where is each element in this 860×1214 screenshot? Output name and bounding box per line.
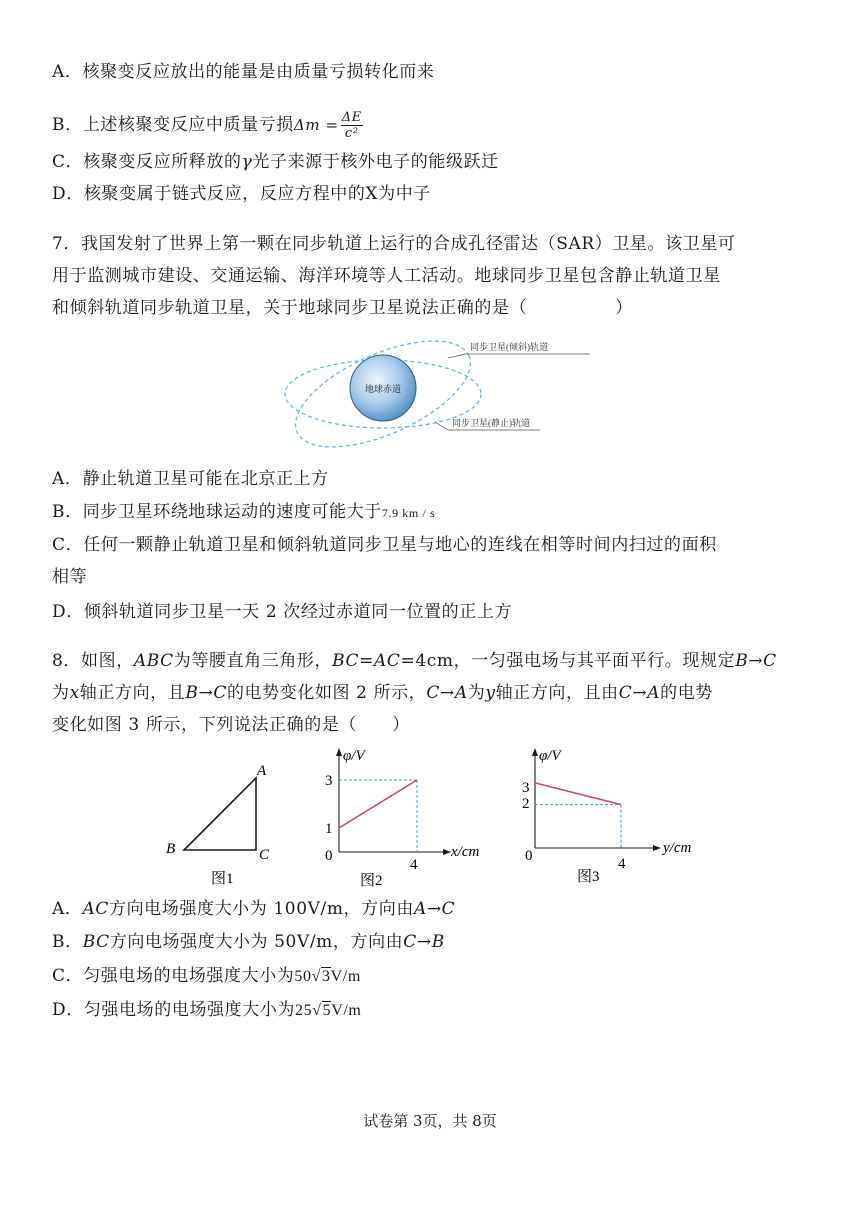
q6-option-a: A．核聚变反应放出的能量是由质量亏损转化而来 (52, 62, 435, 82)
q8-s2-d: 为 (467, 683, 486, 703)
fig2-y-arrow (336, 748, 342, 756)
q6-option-d: D．核聚变属于链式反应，反应方程中的X为中子 (52, 184, 431, 204)
q8-s2-x: x (69, 683, 80, 703)
q6-option-c-suffix: 光子来源于核外电子的能级跃迁 (252, 152, 499, 172)
q8-b-dir: C→B (403, 932, 445, 952)
q8-option-c (52, 964, 361, 989)
q8-stem-line3: 变化如图 3 所示，下列说法正确的是（ ） (52, 715, 410, 735)
inclined-orbit-label: 同步卫星(倾斜)轨道 (470, 342, 548, 352)
q8-fig2-chart (305, 740, 490, 890)
q8-a-pre: A． (52, 899, 83, 919)
q6-formula-numerator: ΔE (341, 110, 362, 125)
q8-d-unit: V/m (331, 1002, 362, 1019)
q7-option-c-line2: 相等 (52, 567, 88, 587)
q8-s1-a: 8．如图， (52, 651, 134, 671)
fig2-series-line (339, 780, 417, 828)
q8-s2-bc: B→C (185, 683, 227, 703)
fig3-ytick-low: 2 (522, 796, 530, 812)
earth-equator-label: 地球赤道 (364, 384, 402, 394)
q8-s1-c: 4cm，一匀强电场与其平面平行。现规定 (415, 651, 736, 671)
q8-d-rad: 5 (322, 1002, 332, 1019)
q7-orbit-figure (280, 336, 600, 460)
static-label-leader (435, 422, 448, 430)
q8-c-pre: C．匀强电场的电场强度大小为 (52, 966, 295, 986)
q8-fig3-chart (505, 740, 700, 890)
q8-a-dir: A→C (413, 899, 456, 919)
fig2-caption: 图2 (360, 873, 383, 889)
q7-option-b (52, 500, 435, 525)
fig2-y-label: φ/V (343, 748, 365, 764)
q8-c-rad: 3 (322, 968, 331, 985)
fig3-series-line (535, 783, 621, 805)
q8-c-unit: V/m (330, 968, 361, 985)
fig3-y-arrow (532, 748, 538, 756)
q8-s2-ca: C→A (426, 683, 468, 703)
q8-stem-line2 (52, 681, 713, 705)
q8-s1-bc: BC=AC= (332, 651, 416, 671)
q6-formula-fraction (341, 110, 363, 141)
fig2-ytick-low: 1 (325, 821, 333, 837)
fig2-xtick: 4 (410, 857, 418, 873)
q8-s2-e: 轴正方向，且由 (495, 683, 619, 703)
fig3-x-arrow (653, 845, 661, 851)
q8-fig1-triangle (160, 755, 280, 890)
q8-d-value: 25√5V/m (295, 1002, 362, 1019)
q7-option-a: A．静止轨道卫星可能在北京正上方 (52, 469, 329, 489)
q8-stem-line1 (52, 649, 777, 673)
fig3-y-label: φ/V (539, 748, 561, 764)
q6-formula-denominator: c² (344, 126, 359, 141)
vertex-c-label: C (259, 847, 270, 863)
q8-a-mid: 方向电场强度大小为 100V/m，方向由 (108, 899, 414, 919)
q7-option-b-text: B．同步卫星环绕地球运动的速度可能大于 (52, 502, 382, 522)
fig3-xtick: 4 (618, 856, 626, 872)
q7-stem-line1: 7．我国发射了世界上第一颗在同步轨道上运行的合成孔径雷达（SAR）卫星。该卫星可 (52, 234, 736, 254)
q8-s1-b: 为等腰直角三角形， (173, 651, 333, 671)
inclined-label-leader (448, 354, 466, 358)
q8-s2-b: 轴正方向，且 (79, 683, 186, 703)
fig2-ytick-high: 3 (325, 773, 333, 789)
q8-s2-a: 为 (52, 683, 70, 703)
fig2-x-arrow (443, 849, 451, 855)
q8-s2-c: 的电势变化如图 2 所示， (226, 683, 427, 703)
q8-c-coef: 50 (294, 968, 312, 985)
vertex-a-label: A (257, 763, 267, 779)
q8-a-it: AC (82, 899, 109, 919)
fig2-origin: 0 (325, 848, 333, 864)
q8-d-pre: D．匀强电场的电场强度大小为 (52, 1000, 296, 1020)
fig3-origin: 0 (525, 848, 533, 864)
q7-stem-line2: 用于监测城市建设、交通运输、海洋环境等人工活动。地球同步卫星包含静止轨道卫星 (52, 266, 721, 286)
q7-stem-line3: 和倾斜轨道同步轨道卫星，关于地球同步卫星说法正确的是（ ） (52, 298, 633, 318)
q8-c-value: 50√3V/m (294, 968, 361, 985)
q6-option-c (52, 150, 499, 174)
q6-gamma-symbol: γ (241, 152, 253, 172)
fig2-x-label: x/cm (451, 844, 480, 860)
q8-s1-abc: ABC (133, 651, 174, 671)
q8-d-coef: 25 (295, 1002, 313, 1019)
q8-s2-y: y (485, 683, 496, 703)
q8-option-b (52, 930, 445, 954)
q6-formula-lhs: Δm = (293, 116, 339, 134)
q8-b-mid: 方向电场强度大小为 50V/m，方向由 (109, 932, 404, 952)
q7-option-c-line1: C．任何一颗静止轨道卫星和倾斜轨道同步卫星与地心的连线在相等时间内扫过的面积 (52, 535, 717, 555)
q8-b-pre: B． (52, 932, 83, 952)
triangle-abc (184, 778, 256, 850)
q8-s2-f: 的电势 (660, 683, 713, 703)
fig3-x-label: y/cm (663, 840, 692, 856)
vertex-b-label: B (166, 841, 176, 857)
page-footer: 试卷第 3页，共 8页 (363, 1112, 497, 1130)
q6-option-b (52, 110, 363, 141)
q6-option-b-text: B．上述核聚变反应中质量亏损 (52, 115, 294, 135)
q7-option-d: D．倾斜轨道同步卫星一天 2 次经过赤道同一位置的正上方 (52, 602, 513, 622)
q8-s2-ca2: C→A (618, 683, 661, 703)
q7-speed-value: 7.9 km / s (381, 506, 436, 520)
static-orbit-label: 同步卫星(静止)轨道 (452, 418, 530, 428)
fig3-caption: 图3 (577, 869, 600, 885)
q8-b-it: BC (82, 932, 110, 952)
q8-option-d (52, 998, 361, 1023)
fig3-ytick-high: 3 (522, 780, 530, 796)
q6-option-c-prefix: C．核聚变反应所释放的 (52, 152, 242, 172)
fig1-caption: 图1 (211, 871, 234, 887)
q8-s1-dir: B→C (735, 651, 777, 671)
q8-option-a (52, 897, 455, 921)
